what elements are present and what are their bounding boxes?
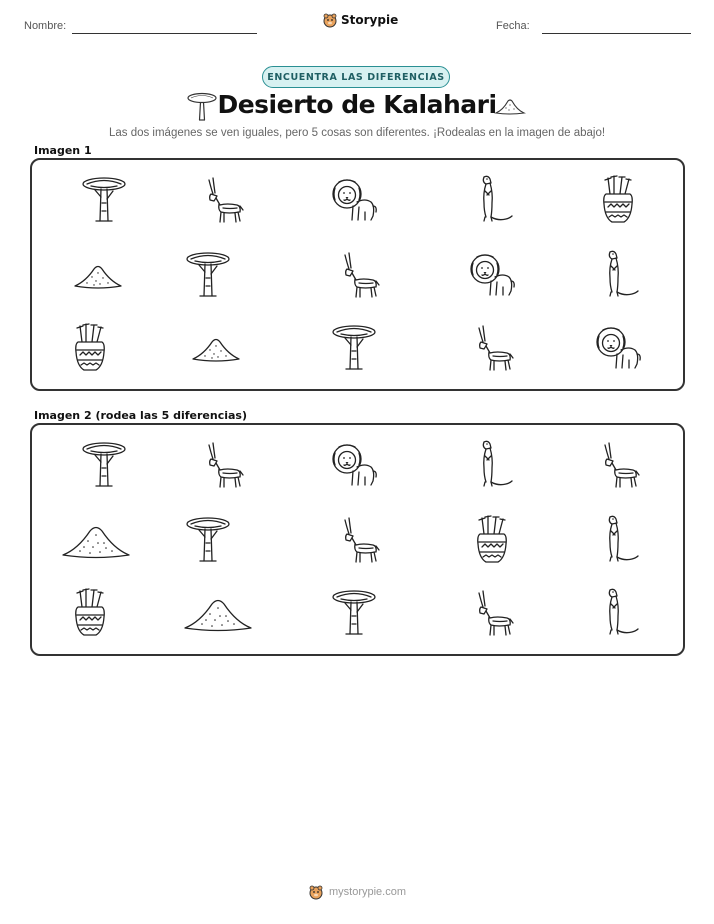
acacia-tree-icon[interactable]: [54, 435, 154, 495]
acacia-tree-icon: [54, 170, 154, 230]
mascot-icon: [308, 884, 324, 900]
image2-panel[interactable]: [30, 423, 685, 656]
acacia-tree-icon[interactable]: [158, 510, 258, 570]
gazelle-icon[interactable]: [568, 435, 668, 495]
basket-icon[interactable]: [442, 510, 542, 570]
instructions: Las dos imágenes se ven iguales, pero 5 cosas son diferentes. ¡Rodealas en la imagen de abajo!: [108, 127, 606, 139]
basket-icon: [40, 318, 140, 378]
gazelle-icon: [308, 245, 408, 305]
brand-logo: [322, 12, 398, 28]
mascot-icon: [322, 12, 338, 28]
activity-badge: ENCUENTRA LAS DIFERENCIAS: [262, 66, 450, 88]
footer-url[interactable]: mystorypie.com: [328, 886, 407, 898]
gazelle-icon[interactable]: [172, 435, 272, 495]
acacia-tree-icon: [158, 245, 258, 305]
sand-pile-icon: [48, 245, 148, 305]
date-label: Fecha:: [496, 20, 530, 32]
lion-icon: [568, 318, 668, 378]
basket-icon[interactable]: [40, 583, 140, 643]
basket-icon: [568, 170, 668, 230]
panel2-label: Imagen 2 (rodea las 5 diferencias): [34, 409, 248, 422]
lion-icon: [442, 245, 542, 305]
lion-icon: [304, 170, 404, 230]
meerkat-icon[interactable]: [568, 583, 668, 643]
gazelle-icon: [442, 318, 542, 378]
page-title: Desierto de Kalahari: [217, 90, 497, 119]
meerkat-icon[interactable]: [568, 510, 668, 570]
image1-panel: [30, 158, 685, 391]
meerkat-icon[interactable]: [442, 435, 542, 495]
acacia-tree-icon[interactable]: [304, 583, 404, 643]
brand-name: Storypie: [341, 13, 399, 27]
acacia-tree-icon: [304, 318, 404, 378]
lion-icon[interactable]: [304, 435, 404, 495]
meerkat-icon: [568, 245, 668, 305]
panel1-label: Imagen 1: [34, 144, 92, 157]
name-label: Nombre:: [24, 20, 67, 32]
sand-pile-large-icon[interactable]: [46, 510, 146, 570]
footer: [0, 884, 714, 900]
sand-pile-icon: [494, 96, 526, 116]
date-line[interactable]: [542, 33, 691, 34]
name-line[interactable]: [72, 33, 257, 34]
sand-pile-large-icon[interactable]: [168, 583, 268, 643]
gazelle-icon[interactable]: [442, 583, 542, 643]
gazelle-icon: [172, 170, 272, 230]
gazelle-icon[interactable]: [308, 510, 408, 570]
meerkat-icon: [442, 170, 542, 230]
sand-pile-icon: [166, 318, 266, 378]
